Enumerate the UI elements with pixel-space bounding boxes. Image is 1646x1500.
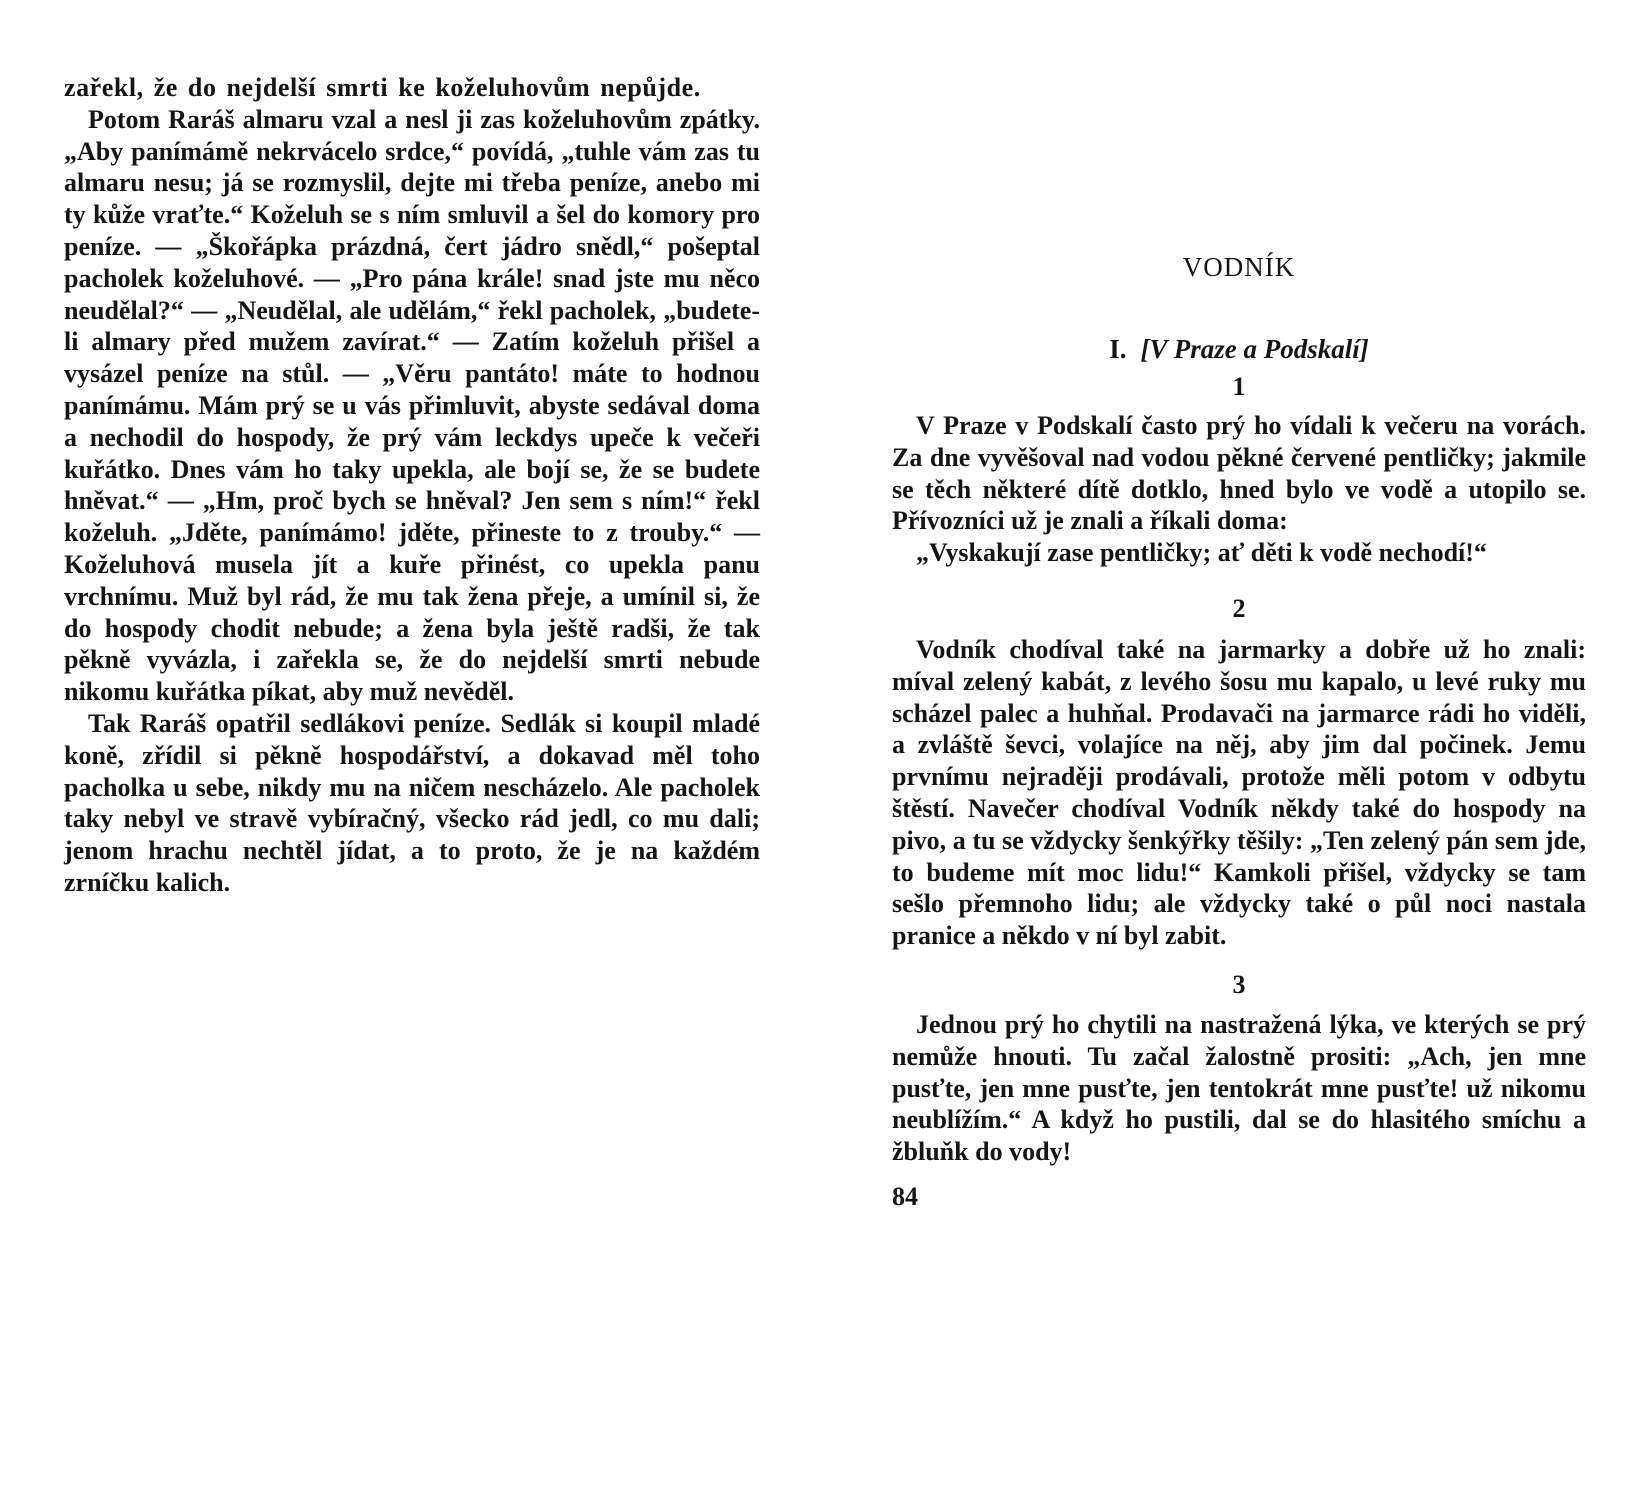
section-2-paragraph-1: Vodník chodíval také na jarmarky a dobře už ho znali: míval zelený kabát, z levého šosu mu kapalo, u levé ruky mu scházel palec a huhňal. Prodavači na jarmarce rádi ho viděli, a zvláště ševci, volajíce na něj, aby jim dal počinek. Jemu prvnímu nejraději prodávali, protože měli potom v odbytu štěstí. Navečer chodíval Vodník někdy také do hospody na pivo, a tu se vždycky šenkýřky těšily: „Ten zelený pán sem jde, to budeme mít moc lidu!“ Kamkoli přišel, vždycky se tam sešlo přemnoho lidu; ale vždycky také o půl noci nastala pranice a někdo v ní byl zabit. [892,635,1586,951]
chapter-title: VODNÍK [1182,252,1296,282]
section-1-paragraph-2: „Vyskakují zase pentličky; ať děti k vodě nechodí!“ [916,538,1487,568]
section-1-number: 1 [1232,372,1246,401]
section-3-number: 3 [1232,970,1246,999]
left-paragraph-3: Tak Raráš opatřil sedlákovi peníze. Sedlák si koupil mladé koně, zřídil si pěkně hospodářství, a dokavad měl toho pacholka u sebe, nikdy mu na ničem nescházelo. Ale pacholek taky nebyl ve stravě vybíračný, všecko rád jedl, co mu dali; jenom hrachu nechtěl jídat, a to proto, že je na každém zrníčku kalich. [64,708,760,897]
section-3-paragraph-1: Jednou prý ho chytili na nastražená lýka, ve kterých se prý nemůže hnouti. Tu začal žalostně prositi: „Ach, jen mne pusťte, jen mne pusťte, jen tentokrát mne pusťte! už nikomu neublížím.“ A když ho pustili, dal se do hlasitého smíchu a žbluňk do vody! [892,1010,1586,1167]
section-1-paragraph-1: V Praze v Podskalí často prý ho vídali k večeru na vorách. Za dne vyvěšoval nad vodou pěkné červené pentličky; jakmile se těch některé dítě dotklo, hned bylo ve vodě a utopilo se. Přívozníci už je znali a říkali doma: [892,411,1586,536]
section-2-number: 2 [1232,594,1246,623]
section-subtitle: [V Praze a Podskalí] [1140,334,1369,364]
left-paragraph-2: Potom Raráš almaru vzal a nesl ji zas koželuhovům zpátky. „Aby panímámě nekrvácelo srdce,“ povídá, „tuhle vám zas tu almaru nesu; já se rozmyslil, dejte mi třeba peníze, anebo mi ty kůže vraťte.“ Koželuh se s ním smluvil a šel do komory pro peníze. — „Škořápka prázdná, čert jádro snědl,“ pošeptal pacholek koželuhové. — „Pro pána krále! snad jste mu něco neudělal?“ — „Neudělal, ale udělám,“ řekl pacholek, „budete-li almary před mužem zavírat.“ — Zatím koželuh přišel a vysázel peníze na stůl. — „Věru pantáto! máte to hodnou panímámu. Mám prý se u vás přimluvit, abyste sedával doma a nechodil do hospody, že prý vám leckdys upeče k večeři kuřátko. Dnes vám ho taky upekla, ale bojí se, že se budete hněvat.“ — „Hm, proč bych se hněval? Jen sem s ním!“ řekl koželuh. „Jděte, panímámo! jděte, přineste to z trouby.“ — Koželuhová musela jít a kuře přinést, co upekla panu vrchnímu. Muž byl rád, že mu tak žena přeje, a umínil si, že do hospody chodit nebude; a žena byla ještě radši, že tak pěkně vyvázla, i zařekla se, že do nejdelší smrti nebude nikomu kuřátka píkat, aby muž nevěděl. [64,104,760,707]
page-number: 84 [892,1182,918,1211]
section-1-text [892,410,1586,569]
section-3-text [892,1009,1586,1168]
section-2-text [892,634,1586,952]
section-heading [892,334,1586,365]
left-page [64,72,760,899]
section-number: I. [1109,334,1127,364]
left-paragraph-1: zařekl, že do nejdelší smrti ke koželuhovům nepůjde. [64,73,701,102]
